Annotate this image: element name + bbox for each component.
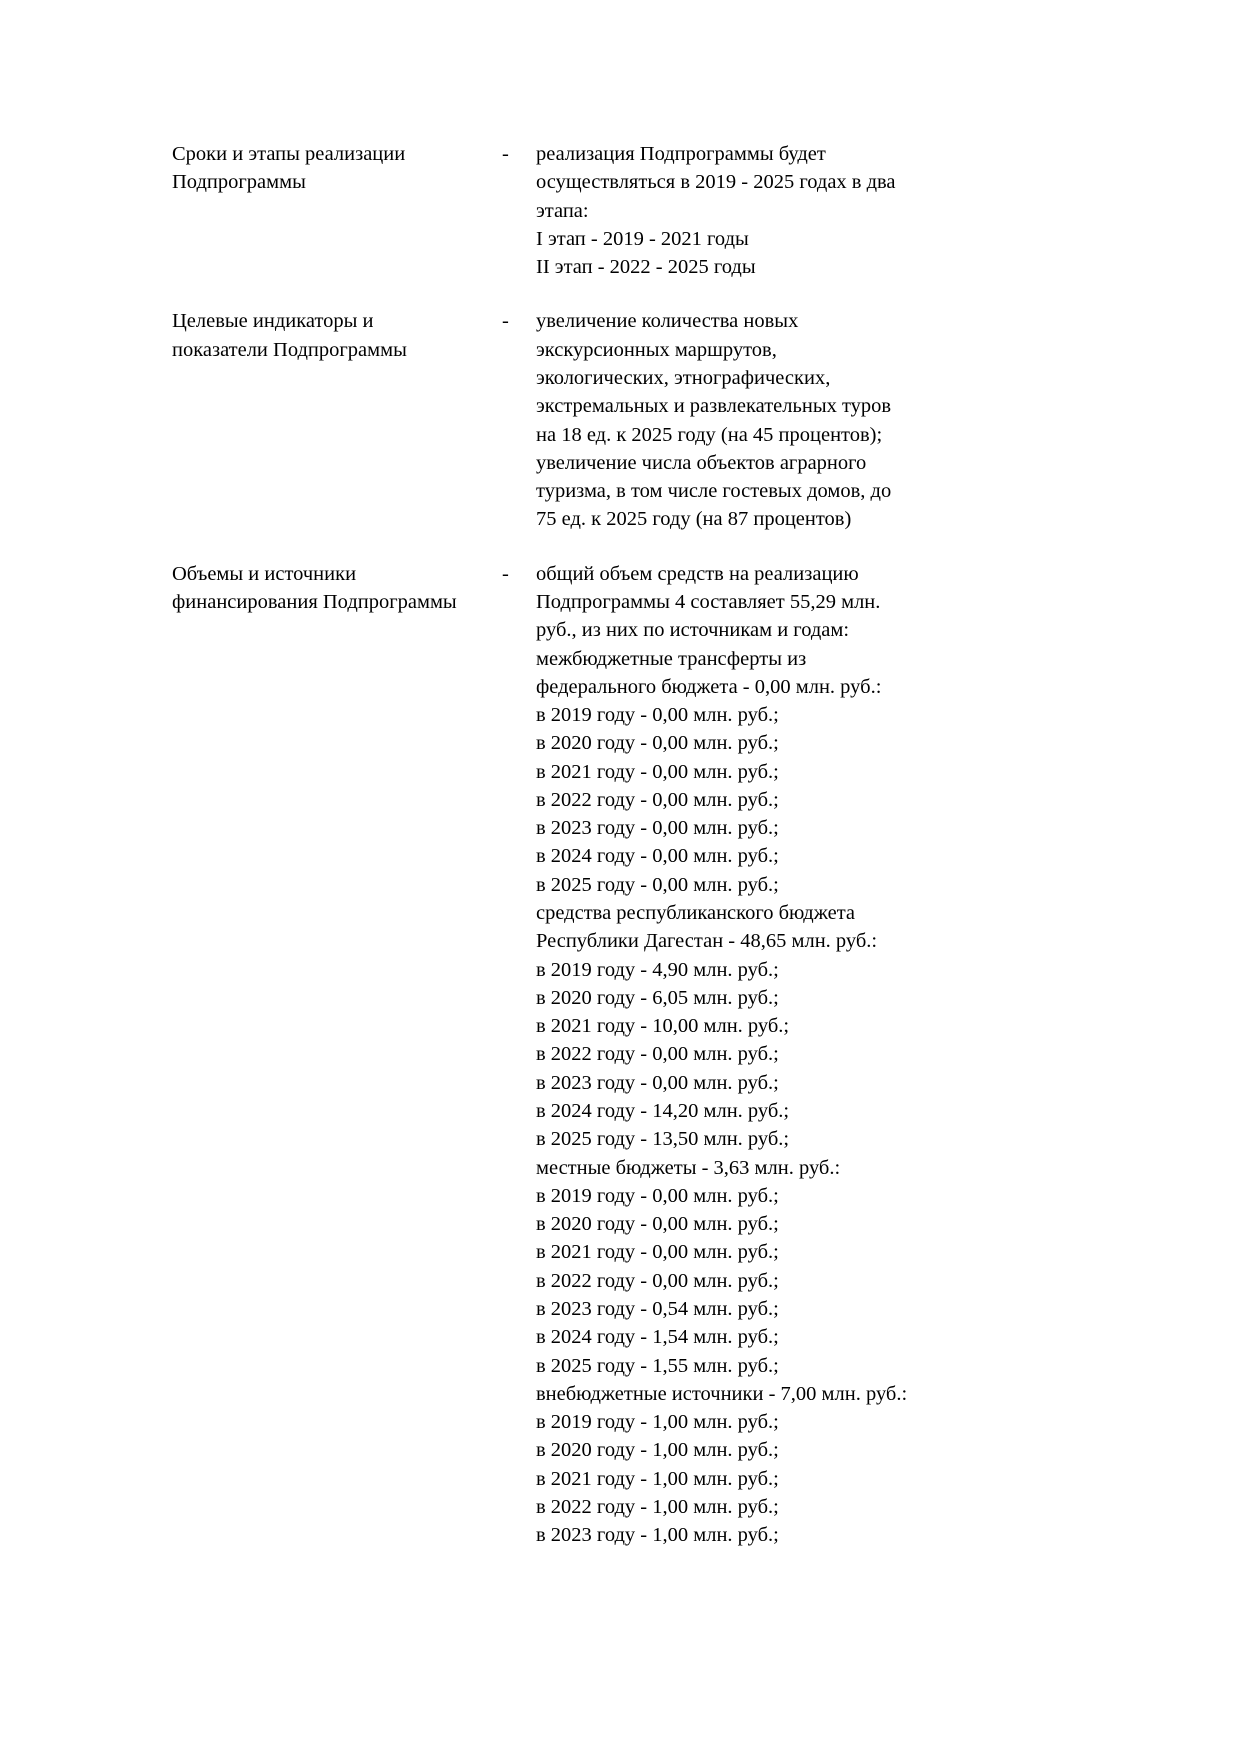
value-line: I этап - 2019 - 2021 годы (536, 227, 749, 250)
value-line: II этап - 2022 - 2025 годы (536, 256, 756, 279)
value-line: в 2021 году - 0,00 млн. руб.; (536, 1241, 779, 1264)
value-line: общий объем средств на реализацию (536, 562, 859, 585)
value-line: в 2020 году - 1,00 млн. руб.; (536, 1439, 779, 1462)
value-line: в 2025 году - 0,00 млн. руб.; (536, 873, 779, 896)
value-line: в 2024 году - 1,54 млн. руб.; (536, 1326, 779, 1349)
value-line: 75 ед. к 2025 году (на 87 процентов) (536, 508, 852, 531)
value-line: в 2019 году - 4,90 млн. руб.; (536, 958, 779, 981)
value-line: в 2019 году - 0,00 млн. руб.; (536, 704, 779, 727)
value-line: в 2021 году - 0,00 млн. руб.; (536, 760, 779, 783)
parameter-rows (172, 140, 1070, 1550)
value-line: в 2024 году - 0,00 млн. руб.; (536, 845, 779, 868)
value-line: в 2023 году - 0,54 млн. руб.; (536, 1297, 779, 1320)
value-line: в 2022 году - 0,00 млн. руб.; (536, 788, 779, 811)
value-line: в 2020 году - 6,05 млн. руб.; (536, 986, 779, 1009)
value-line: в 2025 году - 1,55 млн. руб.; (536, 1354, 779, 1377)
value-line: реализация Подпрограммы будет (536, 143, 826, 165)
value-line: экскурсионных маршрутов, (536, 338, 777, 361)
value-line: в 2025 году - 13,50 млн. руб.; (536, 1128, 790, 1151)
value-line: в 2021 году - 1,00 млн. руб.; (536, 1467, 779, 1490)
label-line: показатели Подпрограммы (172, 338, 407, 361)
value-line: в 2023 году - 0,00 млн. руб.; (536, 817, 779, 840)
parameter-value (536, 140, 1070, 281)
parameter-label (172, 140, 502, 197)
value-line: в 2019 году - 1,00 млн. руб.; (536, 1411, 779, 1434)
value-line: в 2023 году - 1,00 млн. руб.; (536, 1524, 779, 1547)
value-line: в 2022 году - 0,00 млн. руб.; (536, 1269, 779, 1292)
row-funding-volumes-and-sources (172, 560, 1070, 1550)
value-line: в 2023 году - 0,00 млн. руб.; (536, 1071, 779, 1094)
value-line: увеличение числа объектов аграрного (536, 451, 867, 474)
value-line: Республики Дагестан - 48,65 млн. руб.: (536, 930, 878, 953)
label-line: Сроки и этапы реализации (172, 143, 406, 165)
dash-separator: - (502, 143, 509, 165)
value-line: этапа: (536, 199, 589, 222)
value-line: федерального бюджета - 0,00 млн. руб.: (536, 675, 882, 698)
value-line: на 18 ед. к 2025 году (на 45 процентов); (536, 423, 883, 446)
value-line: в 2024 году - 14,20 млн. руб.; (536, 1100, 790, 1122)
value-line: экологических, этнографических, (536, 366, 831, 389)
value-line: туризма, в том числе гостевых домов, до (536, 480, 892, 503)
value-line: увеличение количества новых (536, 310, 799, 333)
label-line: финансирования Подпрограммы (172, 590, 457, 613)
value-line: в 2020 году - 0,00 млн. руб.; (536, 1213, 779, 1236)
value-line: Подпрограммы 4 составляет 55,29 млн. (536, 590, 881, 613)
value-line: в 2019 году - 0,00 млн. руб.; (536, 1184, 779, 1207)
row-target-indicators (172, 307, 1070, 533)
parameter-label (172, 307, 502, 364)
value-line: в 2022 году - 1,00 млн. руб.; (536, 1495, 779, 1518)
dash-separator: - (502, 310, 509, 333)
value-line: осуществляться в 2019 - 2025 годах в два (536, 171, 896, 194)
dash-separator: - (502, 562, 509, 585)
value-line: в 2021 году - 10,00 млн. руб.; (536, 1015, 790, 1038)
value-line: в 2022 году - 0,00 млн. руб.; (536, 1043, 779, 1066)
value-line: руб., из них по источникам и годам: (536, 619, 850, 642)
label-line: Подпрограммы (172, 171, 306, 194)
value-line: местные бюджеты - 3,63 млн. руб.: (536, 1156, 841, 1179)
parameter-value (536, 560, 1070, 1550)
parameter-label (172, 560, 502, 617)
row-terms-and-stages (172, 140, 1070, 281)
value-line: в 2020 году - 0,00 млн. руб.; (536, 732, 779, 755)
value-line: межбюджетные трансферты из (536, 647, 807, 670)
value-line: внебюджетные источники - 7,00 млн. руб.: (536, 1382, 908, 1405)
value-line: средства республиканского бюджета (536, 902, 856, 925)
label-line: Объемы и источники (172, 562, 357, 585)
value-line: экстремальных и развлекательных туров (536, 395, 892, 418)
label-line: Целевые индикаторы и (172, 310, 374, 333)
parameter-value (536, 307, 1070, 533)
